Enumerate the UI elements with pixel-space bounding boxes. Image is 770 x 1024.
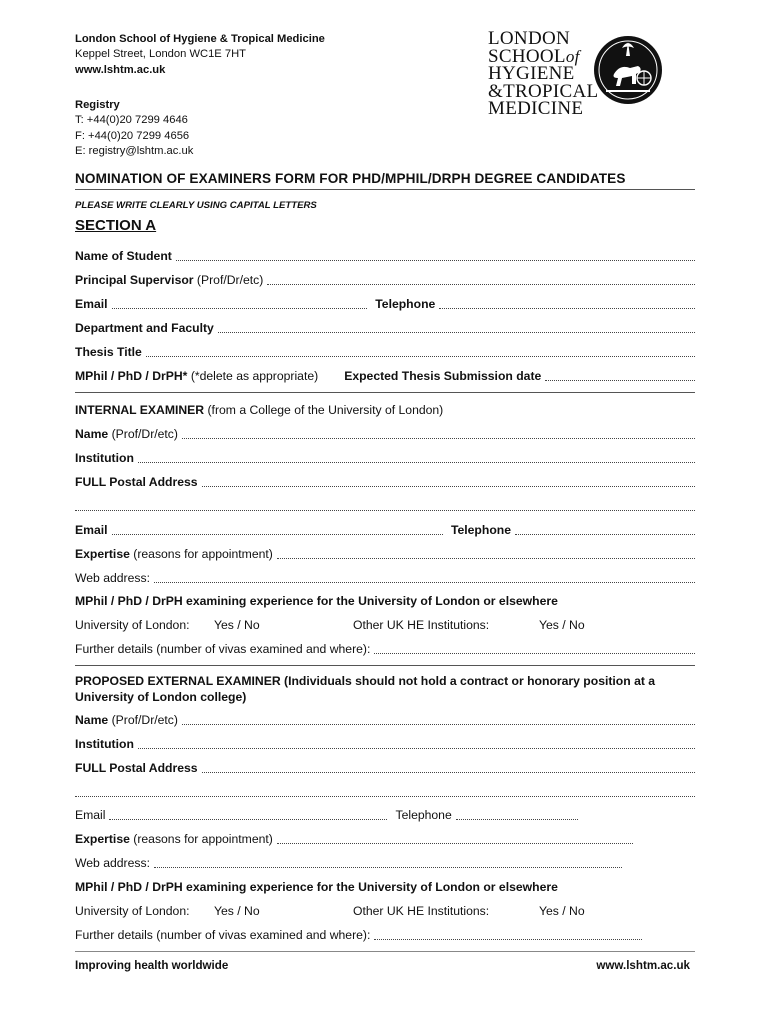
input-line[interactable] <box>154 855 622 868</box>
page-footer <box>75 959 690 972</box>
input-line[interactable] <box>202 760 695 773</box>
internal-email-phone-field[interactable]: Email Telephone <box>75 521 695 539</box>
internal-web-field[interactable]: Web address: <box>75 569 695 587</box>
school-logo <box>488 28 688 120</box>
email-input-line[interactable] <box>109 807 387 820</box>
input-line[interactable] <box>277 546 695 559</box>
input-line[interactable] <box>277 831 633 844</box>
school-street: Keppel Street, London WC1E 7HT <box>75 48 247 61</box>
instruction-note: PLEASE WRITE CLEARLY USING CAPITAL LETTERS <box>75 200 317 211</box>
logo-wordmark: LONDON SCHOOLof HYGIENE &TROPICAL MEDICINE <box>488 28 599 120</box>
input-line[interactable] <box>138 736 695 749</box>
input-line[interactable] <box>75 784 695 797</box>
thesis-title-field[interactable]: Thesis Title <box>75 343 695 361</box>
external-further-field[interactable]: Further details (number of vivas examined and where): <box>75 926 695 944</box>
input-line[interactable] <box>218 320 695 333</box>
internal-examiner-heading: INTERNAL EXAMINER (from a College of the University of London) <box>75 403 444 417</box>
section-divider <box>75 665 695 666</box>
school-website: www.lshtm.ac.uk <box>75 63 166 76</box>
student-email-phone-field[interactable]: Email Telephone <box>75 295 695 313</box>
section-heading: SECTION A <box>75 217 157 234</box>
external-experience-heading: MPhil / PhD / DrPH examining experience for the University of London or elsewhere <box>75 880 558 894</box>
input-line[interactable] <box>182 426 695 439</box>
external-postal-line2[interactable] <box>75 783 695 801</box>
crest-icon <box>592 34 664 106</box>
email-input-line[interactable] <box>112 296 368 309</box>
student-name-field[interactable]: Name of Student <box>75 247 695 265</box>
degree-options[interactable]: MPhil / PhD / DrPH* <box>75 369 188 383</box>
registry-phone: T: +44(0)20 7299 4646 <box>75 114 188 127</box>
external-name-field[interactable]: Name (Prof/Dr/etc) <box>75 711 695 729</box>
section-divider <box>75 392 695 393</box>
input-line[interactable] <box>374 641 695 654</box>
external-uol-label: University of London: <box>75 904 190 918</box>
internal-expertise-field[interactable]: Expertise (reasons for appointment) <box>75 545 695 563</box>
input-line[interactable] <box>545 368 695 381</box>
external-ukhe-choice[interactable]: Yes / No <box>539 904 585 918</box>
registry-email: E: registry@lshtm.ac.uk <box>75 145 194 158</box>
external-examiner-heading: PROPOSED EXTERNAL EXAMINER (Individuals should not hold a contract or honorary position at a University of London college) <box>75 674 656 704</box>
telephone-input-line[interactable] <box>515 522 695 535</box>
input-line[interactable] <box>176 248 695 261</box>
internal-postal-line2[interactable] <box>75 497 695 515</box>
internal-ukhe-choice[interactable]: Yes / No <box>539 618 585 632</box>
external-expertise-field[interactable]: Expertise (reasons for appointment) <box>75 830 695 848</box>
external-institution-field[interactable]: Institution <box>75 735 695 753</box>
internal-postal-field[interactable]: FULL Postal Address <box>75 473 695 491</box>
external-uol-choice[interactable]: Yes / No <box>214 904 260 918</box>
registry-contact <box>75 98 193 160</box>
school-name: London School of Hygiene & Tropical Medicine <box>75 33 325 45</box>
email-input-line[interactable] <box>112 522 443 535</box>
supervisor-field[interactable]: Principal Supervisor (Prof/Dr/etc) <box>75 271 695 289</box>
form-title: NOMINATION OF EXAMINERS FORM FOR PHD/MPHIL/DRPH DEGREE CANDIDATES <box>75 171 626 186</box>
internal-experience-heading: MPhil / PhD / DrPH examining experience for the University of London or elsewhere <box>75 594 558 608</box>
external-ukhe-label: Other UK HE Institutions: <box>353 904 490 918</box>
input-line[interactable] <box>154 570 695 583</box>
registry-fax: F: +44(0)20 7299 4656 <box>75 129 190 142</box>
internal-institution-field[interactable]: Institution <box>75 449 695 467</box>
footer-tagline: Improving health worldwide <box>75 959 229 972</box>
degree-submission-field[interactable]: MPhil / PhD / DrPH* (*delete as appropriate) Expected Thesis Submission date <box>75 367 695 385</box>
internal-uol-label: University of London: <box>75 618 190 632</box>
input-line[interactable] <box>267 272 695 285</box>
internal-name-field[interactable]: Name (Prof/Dr/etc) <box>75 425 695 443</box>
external-email-phone-field[interactable]: Email Telephone <box>75 806 695 824</box>
internal-ukhe-label: Other UK HE Institutions: <box>353 618 490 632</box>
telephone-input-line[interactable] <box>439 296 695 309</box>
input-line[interactable] <box>202 474 695 487</box>
registry-title: Registry <box>75 99 120 111</box>
school-address <box>75 32 325 78</box>
input-line[interactable] <box>75 498 695 511</box>
input-line[interactable] <box>138 450 695 463</box>
input-line[interactable] <box>146 344 695 357</box>
footer-website: www.lshtm.ac.uk <box>596 959 690 972</box>
department-field[interactable]: Department and Faculty <box>75 319 695 337</box>
internal-further-field[interactable]: Further details (number of vivas examined and where): <box>75 640 695 658</box>
footer-divider <box>75 951 695 952</box>
title-divider <box>75 189 695 190</box>
input-line[interactable] <box>182 712 695 725</box>
external-web-field[interactable]: Web address: <box>75 854 695 872</box>
external-postal-field[interactable]: FULL Postal Address <box>75 759 695 777</box>
input-line[interactable] <box>374 927 642 940</box>
telephone-input-line[interactable] <box>456 807 578 820</box>
internal-uol-choice[interactable]: Yes / No <box>214 618 260 632</box>
